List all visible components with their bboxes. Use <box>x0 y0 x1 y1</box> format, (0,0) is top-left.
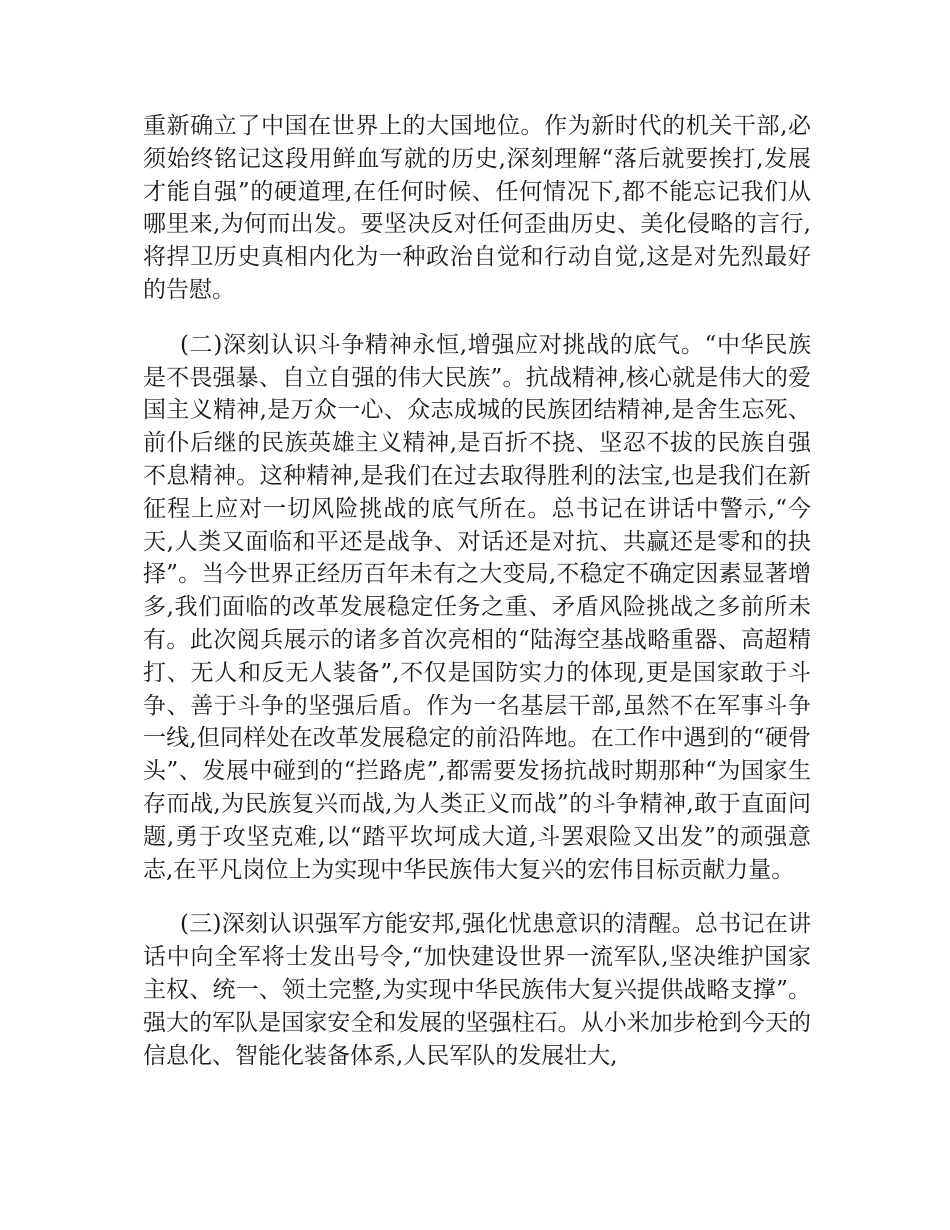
section-heading-3: (三)深刻认识强军方能安邦,强化忧患意识的清醒。 <box>180 911 695 938</box>
section-heading-2: (二)深刻认识斗争精神永恒,增强应对挑战的底气。 <box>180 331 705 358</box>
paragraph-2-text: “中华民族是不畏强暴、自立自强的伟大民族”。抗战精神,核心就是伟大的爱国主义精神,是万众一心、众志成城的民族团结精神,是舍生忘死、前仆后继的民族英雄主义精神,是百折不挠、坚忍不拔的民族自强不息精神。这种精神,是我们在过去取得胜利的法宝,也是我们在新征程上应对一切风险挑战的底气所在。总书记在讲话中警示,“今天,人类又面临和平还是战争、对话还是对抗、共赢还是零和的抉择”。当今世界正经历百年未有之大变局,不稳定不确定因素显著增多,我们面临的改革发展稳定任务之重、矛盾风险挑战之多前所未有。此次阅兵展示的诸多首次亮相的“陆海空基战略重器、高超精打、无人和反无人装备”,不仅是国防实力的体现,更是国家敢于斗争、善于斗争的坚强后盾。作为一名基层干部,虽然不在军事斗争一线,但同样处在改革发展稳定的前沿阵地。在工作中遇到的“硬骨头”、发展中碰到的“拦路虎”,都需要发扬抗战时期那种“为国家生存而战,为民族复兴而战,为人类正义而战”的斗争精神,敢于直面问题,勇于攻坚克难,以“踏平坎坷成大道,斗罢艰险又出发”的顽强意志,在平凡岗位上为实现中华民族伟大复兴的宏伟目标贡献力量。 <box>143 331 811 883</box>
paragraph-1-text: 重新确立了中国在世界上的大国地位。作为新时代的机关干部,必须始终铭记这段用鲜血写就的历史,深刻理解“落后就要挨打,发展才能自强”的硬道理,在任何时候、任何情况下,都不能忘记我们从哪里来,为何而出发。要坚决反对任何歪曲历史、美化侵略的言行,将捍卫历史真相内化为一种政治自觉和行动自觉,这是对先烈最好的告慰。 <box>143 113 811 303</box>
paragraph-3 <box>143 908 811 1072</box>
document-body <box>143 110 811 1094</box>
paragraph-3-text: 总书记在讲话中向全军将士发出号令,“加快建设世界一流军队,坚决维护国家主权、统一、领土完整,为实现中华民族伟大复兴提供战略支撑”。强大的军队是国家安全和发展的坚强柱石。从小米加步枪到今天的信息化、智能化装备体系,人民军队的发展壮大, <box>143 911 811 1069</box>
paragraph-2 <box>143 329 811 887</box>
paragraph-1 <box>143 110 811 307</box>
